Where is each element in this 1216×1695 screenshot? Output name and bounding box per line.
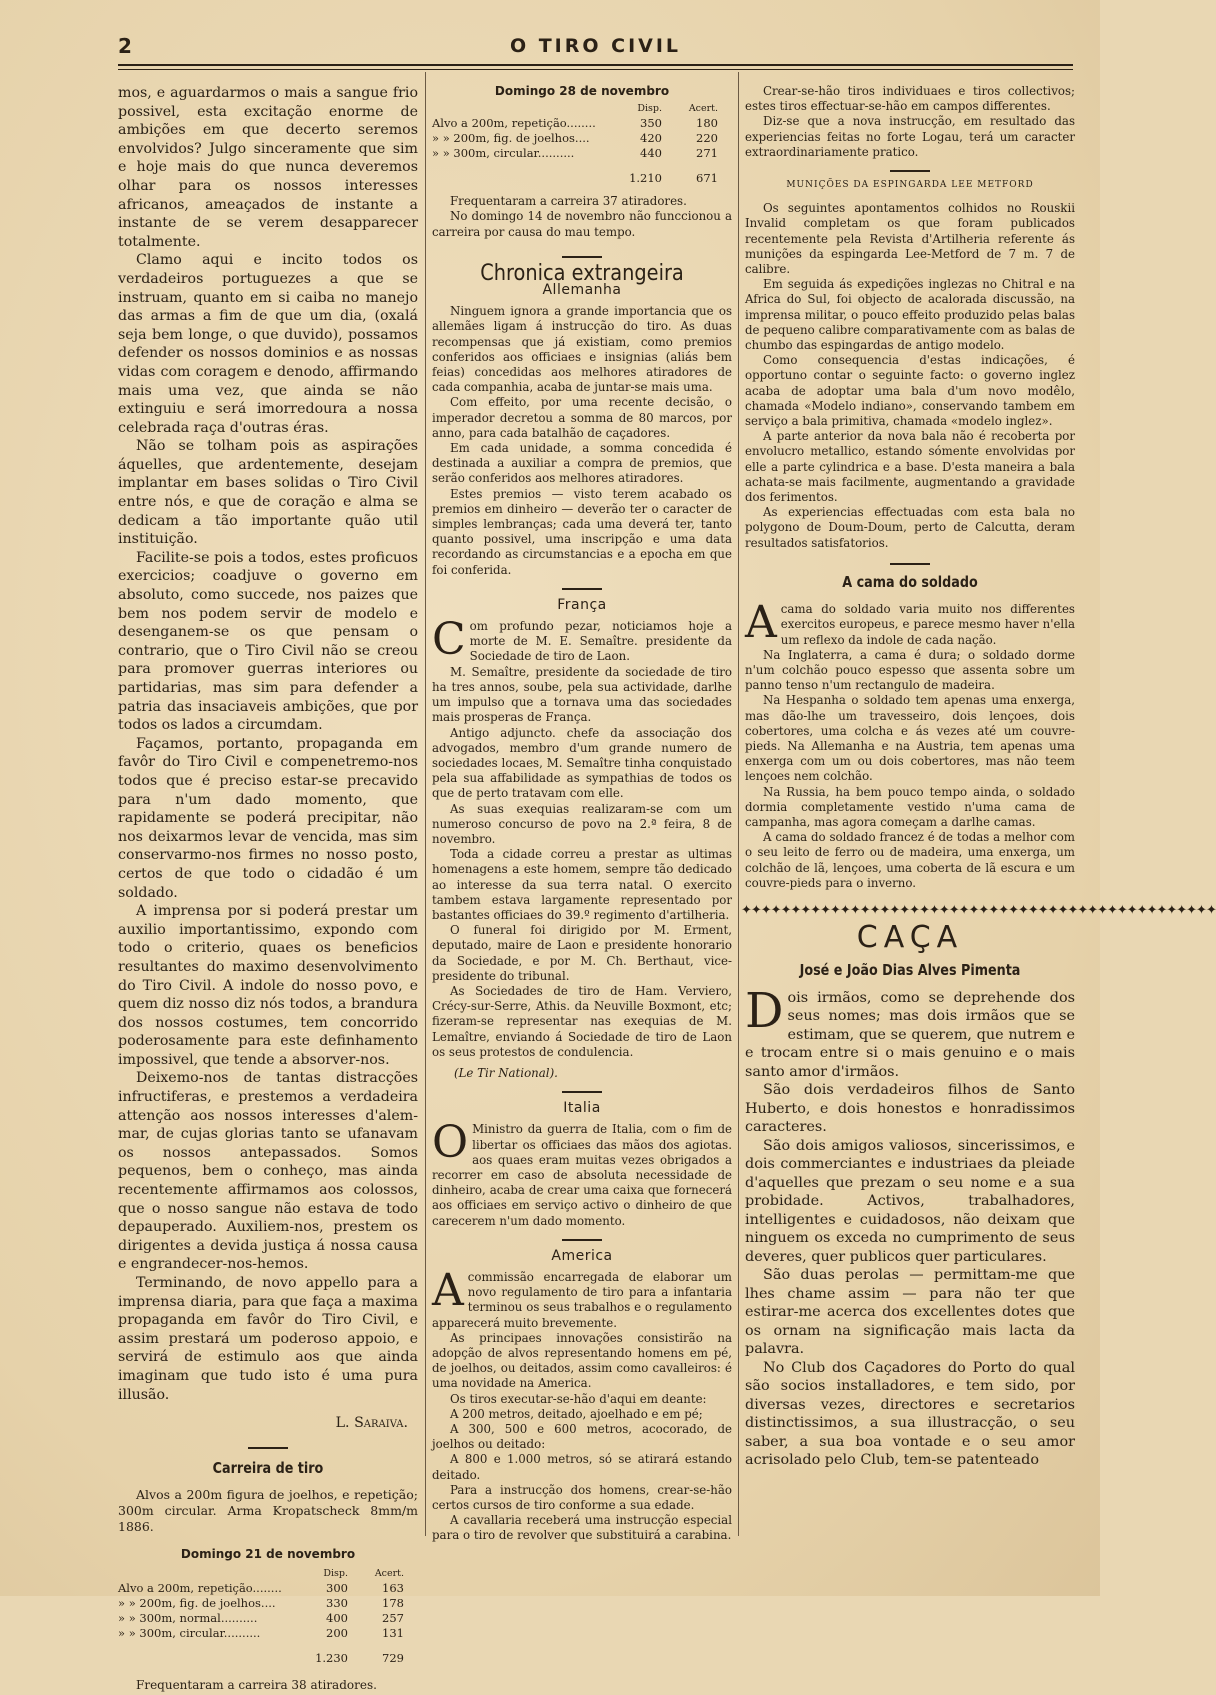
- paragraph: M. Semaître, presidente da sociedade de tiro ha tres annos, soube, pela sua actividade, darlhe um impulso que a tornava uma das sociedades mais prosperas de França.: [432, 664, 732, 725]
- paragraph: Deixemo-nos de tantas distracções infructiferas, e prestemos a verdadeira attenção aos nossos interesses d'alem-mar, de cujas glorias tanto se ufanavam os nossos antepassados. Somos pequenos, bem o conheço, mas ainda recentemente affirmamos aos colossos, que o nosso sangue não estava de todo depauperado. Auxiliem-nos, prestem os dirigentes a devida justiça á nossa causa e engrandecer-nos-hemos.: [118, 1070, 418, 1273]
- table-row: Alvo a 200m, repetição........ 300 163: [118, 1580, 404, 1595]
- paragraph: O funeral foi dirigido por M. Erment, deputado, maire de Laon e presidente honorario da Sociedade, e por M. Ch. Berthaut, vice-presidente do tribunal.: [432, 923, 732, 983]
- drop-cap: A: [432, 1265, 464, 1316]
- drop-cap: C: [432, 614, 466, 666]
- paragraph: Dois irmãos, como se deprehende dos seus nomes; mas dois irmãos que se estimam, que se querem, que nutrem e e trocam entre si o mais genuino e o mais santo amor d'irmãos.: [745, 982, 1075, 1080]
- column-3: [741, 84, 1216, 1470]
- paragraph: As suas exequias realizaram-se com um numeroso concurso de povo na 2.ª feira, 8 de novembro.: [432, 801, 732, 846]
- column-header: Acert.: [688, 103, 718, 115]
- paragraph: Frequentaram a carreira 38 atiradores.: [136, 1677, 377, 1692]
- article-body: [745, 982, 1075, 1470]
- paragraph: Na Russia, ha bem pouco tempo ainda, o soldado dormia completamente vestido n'uma cama de campanha, mas agora começam a darlhe camas.: [745, 784, 1075, 829]
- paragraph: A cavallaria receberá uma instrucção especial para o tiro de revolver que substituirá a carabina.: [432, 1513, 732, 1543]
- paragraph: A imprensa por si poderá prestar um auxilio importantissimo, expondo com todo o criterio, quaes os beneficios resultantes do maximo desenvolvimento do Tiro Civil. A indole do nosso povo, e quem diz nosso diz nós todos, a brandura dos nossos costumes, tem concorrido poderosamente para este definhamento impossivel, que tende a absorver-nos.: [118, 903, 418, 1068]
- table-row: » » 300m, circular.......... 200 131: [118, 1625, 404, 1640]
- table-row: » » 200m, fig. de joelhos.... 330 178: [118, 1595, 404, 1610]
- column-header: Acert.: [374, 1567, 404, 1579]
- paragraph: A parte anterior da nova bala não é recoberta por envolucro metallico, estando sómente envolvidas por elle a parte cylindrica e a base. D'esta maneira a bala achata-se mais facilmente, augmentando a gravidade dos ferimentos.: [745, 429, 1075, 505]
- subsection-heading: Italia: [563, 1100, 601, 1117]
- subsection-heading: Allemanha: [542, 282, 622, 299]
- source-credit: (Le Tir National).: [454, 1065, 558, 1080]
- paragraph: Os seguintes apontamentos colhidos no Rouskii Invalid completam os que foram publicados recentemente pela Revista d'Artilheria referente ás munições da espingarda Lee-Metford de 7 m. 7 de calibre.: [745, 201, 1075, 277]
- subsection-heading: MUNIÇÕES DA ESPINGARDA LEE METFORD: [786, 180, 1034, 191]
- paragraph: Diz-se que a nova instrucção, em resultado das experiencias feitas no forte Logau, terá um caracter extraordinariamente pratico.: [745, 114, 1075, 159]
- ornamental-divider: ✦✦✦✦✦✦✦✦✦✦✦✦✦✦✦✦✦✦✦✦✦✦✦✦✦✦✦✦✦✦✦✦✦✦✦✦✦✦✦✦✦✦✦✦✦✦✦✦: [741, 902, 1216, 918]
- paragraph: Não se tolham pois as aspirações áquelles, que ardentemente, desejam implantar em bases solidas o Tiro Civil entre nós, e que de coração e alma se dedicam a tão importante quão util instituição.: [118, 438, 418, 548]
- paragraph: Toda a cidade correu a prestar as ultimas homenagens a este homem, sempre tão dedicado ao interesse da sua terra natal. O exercito tambem estava largamente representado por bastantes officiaes do 39.º regimento d'artilheria.: [432, 847, 732, 922]
- drop-cap: O: [432, 1117, 469, 1169]
- column-header: Disp.: [637, 103, 662, 115]
- paragraph: Como consequencia d'estas indicações, é opportuno contar o seguinte facto: o governo inglez acaba de adoptar uma bala d'um novo modêlo, chamada «Modelo indiano», conservando tambem em serviço a bala primitiva, chamada «modelo inglez».: [745, 353, 1075, 429]
- paragraph: São dois amigos valiosos, sincerissimos, e dois commerciantes e industriaes da pleiade d'aquelles que prezam o seu nome e a sua probidade. Activos, trabalhadores, intelligentes e cuidadosos, não deixam que ninguem os exceda no cumprimento de seus deveres, quer publicos quer particulares.: [745, 1137, 1075, 1265]
- section-heading: Chronica extrangeira: [480, 260, 684, 286]
- paragraph: mos, e aguardarmos o mais a sangue frio possivel, esta excitação enorme de ambições em que decerto seremos envolvidos? Julgo sinceramente que sim e hoje mais do que nunca deveremos olhar para os nossos interesses africanos, ameaçados de instante a instante de se verem desapparecer totalmente.: [118, 85, 418, 250]
- paragraph: São duas perolas — permittam-me que lhes chame assim — para não ter que estirar-me acerca dos excellentes dotes que os ornam na significação mais lacta da palavra.: [745, 1267, 1075, 1358]
- column-header: Disp.: [323, 1567, 348, 1579]
- paragraph: Na Inglaterra, a cama é dura; o soldado dorme n'um colchão pouco espesso que assenta sobre um panno tenso n'um rectangulo de madeira.: [745, 647, 1075, 693]
- paragraph: São dois verdadeiros filhos de Santo Huberto, e dois honestos e honradissimos caracteres.: [745, 1082, 1075, 1136]
- table-row: » » 300m, normal.......... 400 257: [118, 1610, 404, 1625]
- paragraph: A 300, 500 e 600 metros, acocorado, de joelhos ou deitado:: [432, 1422, 732, 1452]
- score-table: [118, 1566, 418, 1666]
- table-total-row: 1.230 729: [315, 1650, 404, 1665]
- score-table: [432, 101, 732, 186]
- section-heading: Carreira de tiro: [212, 1458, 324, 1477]
- section-rule: [890, 170, 930, 172]
- paragraph: Acama do soldado varia muito nos differentes exercitos europeus, e parece mesmo haver n'ella um reflexo da indole de cada nação.: [745, 597, 1075, 649]
- column-1: [118, 84, 418, 1695]
- section-rule: [562, 1239, 602, 1241]
- table-title: Domingo 21 de novembro: [180, 1547, 356, 1562]
- paragraph: Na Hespanha o soldado tem apenas uma enxerga, mas dão-lhe um travesseiro, dois lençoes, dois cobertores, uma colcha e ás vezes até um couvre-pieds. Na Allemanha e na Austria, tem apenas uma enxerga com um ou dois cobertores, mas não teem lençoes nem colchão.: [745, 693, 1075, 784]
- drop-cap: D: [745, 982, 784, 1039]
- paragraph: Os tiros executar-se-hão d'aqui em deante:: [450, 1391, 707, 1406]
- drop-cap: A: [745, 597, 777, 649]
- paragraph: Com profundo pezar, noticiamos hoje a morte de M. E. Semaître. presidente da Sociedade de tiro de Laon.: [432, 614, 732, 666]
- subsection-heading: America: [551, 1247, 613, 1264]
- newspaper-title: O TIRO CIVIL: [509, 35, 682, 57]
- paragraph: A 800 e 1.000 metros, só se atirará estando deitado.: [432, 1452, 732, 1482]
- article-signature: L. Saraiva.: [335, 1415, 408, 1432]
- section-heading: A cama do soldado: [842, 572, 978, 591]
- paragraph: Alvos a 200m figura de joelhos, e repetição; 300m circular. Arma Kropatscheck 8mm/m 1886.: [118, 1487, 418, 1535]
- page-header: [118, 30, 1073, 60]
- table-row: » » 300m, circular.......... 440 271: [432, 146, 718, 161]
- subsection-heading: França: [557, 596, 607, 613]
- paragraph: No Club dos Caçadores do Porto do qual são socios installadores, e tem sido, por diversas vezes, directores e secretarios distinctissimos, a sua illustracção, o seu saber, a sua boa vontade e o seu amor acrisolado pelo Club, tem-se patenteado: [745, 1359, 1075, 1469]
- section-heading: CAÇA: [856, 920, 964, 956]
- table-total-row: 1.210 671: [629, 171, 718, 186]
- paragraph: Com effeito, por uma recente decisão, o imperador decretou a somma de 80 marcos, por anno, para cada batalhão de caçadores.: [432, 395, 732, 440]
- section-rule: [890, 563, 930, 565]
- section-rule: [248, 1447, 288, 1449]
- paragraph: Ninguem ignora a grande importancia que os allemães ligam á instrucção do tiro. As duas recompensas que já existiam, como premios conferidos aos officiaes e insignias (aliás bem feias) concedidas aos melhores atiradores de cada companhia, acaba de juntar-se mais uma.: [432, 304, 732, 395]
- paragraph: Acommissão encarregada de elaborar um novo regulamento de tiro para a infantaria terminou os seus trabalhos e o regulamento apparecerá muito brevemente.: [432, 1265, 732, 1330]
- paragraph: Em seguida ás expedições inglezas no Chitral e na Africa do Sul, foi objecto de acalorada discussão, na imprensa militar, o pouco effeito produzido pelas balas de pequeno calibre comparativamente com as balas de chumbo das espingardas de antigo modelo.: [745, 277, 1075, 353]
- article-heading: José e João Dias Alves Pimenta: [799, 961, 1021, 980]
- table-row: Alvo a 200m, repetição........ 350 180: [432, 116, 718, 131]
- paragraph: Clamo aqui e incito todos os verdadeiros portuguezes a que se instruam, quanto em si caiba no manejo das armas a fim de que um dia, (oxalá seja bem longe, o que duvido), possamos defender os nossos dominios e as nossas vidas com coragem e denodo, affirmando mais uma vez, que ainda se não extinguiu e será imorredoura a nossa celebrada raça d'outras éras.: [118, 252, 418, 436]
- section-rule: [562, 588, 602, 590]
- paragraph: Crear-se-hão tiros individuaes e tiros collectivos; estes tiros effectuar-se-hão em campos differentes.: [745, 84, 1075, 114]
- paragraph: Frequentaram a carreira 37 atiradores.: [450, 194, 687, 209]
- paragraph: No domingo 14 de novembro não funccionou a carreira por causa do mau tempo.: [432, 209, 732, 239]
- header-rule: [118, 64, 1073, 70]
- section-rule: [562, 256, 602, 258]
- paragraph: Terminando, de novo appello para a imprensa diaria, para que faça a maxima propaganda em favôr do Tiro Civil, e assim prestará um poderoso appoio, e servirá de estimulo aos que ainda imaginam que tudo isto é uma pura illusão.: [118, 1275, 418, 1403]
- paragraph: Estes premios — visto terem acabado os premios em dinheiro — deverão ter o caracter de simples lembranças; cada uma deverá ter, tanto quanto possivel, uma inscripção e uma data recordando as circumstancias e a epocha em que foi conferida.: [432, 486, 732, 577]
- section-rule: [562, 1091, 602, 1093]
- column-divider: [425, 72, 426, 1536]
- table-title: Domingo 28 de novembro: [494, 84, 670, 98]
- column-2: [432, 84, 732, 1544]
- paragraph: O Ministro da guerra de Italia, com o fim de libertar os officiaes das mãos dos agiotas. aos quaes eram muitas vezes obrigados a recorrer em caso de absoluta necessidade de dinheiro, acaba de crear uma caixa que fornecerá aos officiaes em serviço activo o dinheiro de que carecerem n'um dado momento.: [432, 1117, 732, 1228]
- paragraph: Antigo adjuncto. chefe da associação dos advogados, membro d'um grande numero de sociedades locaes, M. Semaître tinha conquistado pela sua affabilidade as sympathias de todos os que de perto tratavam com elle.: [432, 725, 732, 801]
- paragraph: A 200 metros, deitado, ajoelhado e em pé;: [450, 1406, 703, 1421]
- paragraph: As experiencias effectuadas com esta bala no polygono de Doum-Doum, perto de Calcutta, deram resultados satisfatorios.: [745, 505, 1075, 550]
- table-row: » » 200m, fig. de joelhos.... 420 220: [432, 131, 718, 146]
- paragraph: Para a instrucção dos homens, crear-se-hão certos cursos de tiro conforme a sua edade.: [432, 1482, 732, 1513]
- paragraph: As principaes innovações consistirão na adopção de alvos representando homens em pé, de joelhos, ou deitados, assim como cavalleiros: é uma novidade na America.: [432, 1330, 732, 1391]
- paragraph: A cama do soldado francez é de todas a melhor com o seu leito de ferro ou de madeira, uma enxerga, um colchão de lã, lençoes, uma coberta de lã escura e um couvre-pieds para o inverno.: [745, 830, 1075, 890]
- paragraph: As Sociedades de tiro de Ham. Verviero, Crécy-sur-Serre, Athis. da Neuville Boxmont, etc; fizeram-se representar nas exequias de M. Lemaître, enviando á Sociedade de tiro de Laon os seus protestos de condulencia.: [432, 983, 732, 1059]
- paragraph: Façamos, portanto, propaganda em favôr do Tiro Civil e compenetremo-nos todos que é preciso estar-se precavido para n'um dado momento, que rapidamente se poderá precipitar, não nos deixarmos levar de vencida, mas sim conservarmo-nos firmes no nosso posto, certos de que todo o cidadão é um soldado.: [118, 735, 418, 901]
- page-number: 2: [118, 34, 132, 58]
- paragraph: Facilite-se pois a todos, estes proficuos exercicios; coadjuve o governo em absoluto, como succede, nos paizes que bem nos podem servir de modelo e desenganem-se os que pensam o contrario, que o Tiro Civil não se creou para promover guerras interiores ou partidarias, mas sim para defender a patria das insaciaveis ambições, que por todos os lados a circumdam.: [118, 549, 418, 734]
- column-divider: [738, 72, 739, 1536]
- paragraph: Em cada unidade, a somma concedida é destinada a auxiliar a compra de premios, que serão conferidos aos melhores atiradores.: [432, 441, 732, 486]
